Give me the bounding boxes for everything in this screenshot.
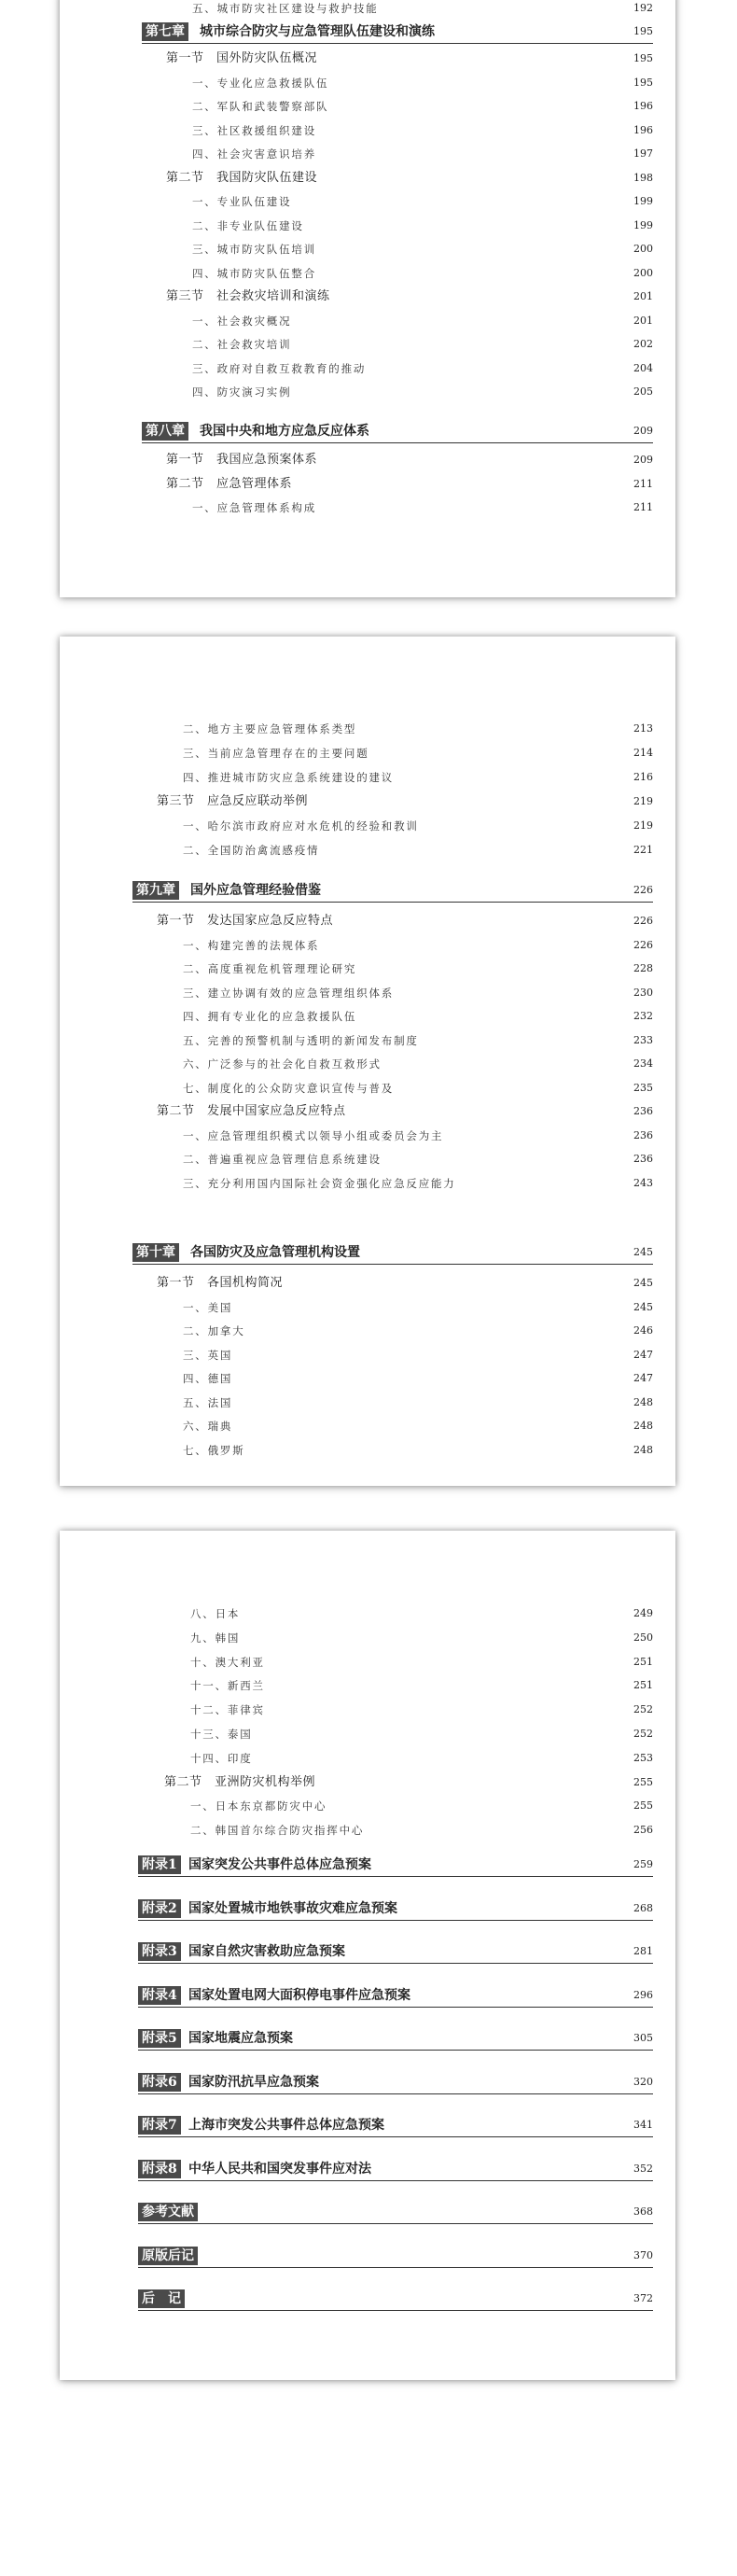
toc-entry[interactable] bbox=[192, 193, 653, 210]
entry-page: 213 bbox=[633, 722, 653, 735]
toc-section[interactable] bbox=[166, 288, 653, 305]
chapter-badge: 第八章 bbox=[142, 422, 188, 441]
entry-page: 199 bbox=[633, 195, 653, 207]
entry-title: 第三节 社会救灾培训和演练 bbox=[166, 289, 330, 303]
entry-title: 三、城市防灾队伍培训 bbox=[192, 243, 316, 256]
entry-page: 201 bbox=[633, 290, 653, 302]
toc-section[interactable] bbox=[164, 1774, 653, 1791]
entry-title: 五、完善的预警机制与透明的新闻发布制度 bbox=[183, 1033, 419, 1047]
entry-page: 247 bbox=[633, 1348, 653, 1361]
entry-title: 二、高度重视危机管理理论研究 bbox=[183, 962, 357, 975]
entry-title: 十一、新西兰 bbox=[190, 1679, 265, 1693]
entry-title: 二、韩国首尔综合防灾指挥中心 bbox=[190, 1824, 365, 1838]
toc-entry[interactable] bbox=[192, 217, 653, 234]
toc-entry[interactable] bbox=[183, 1394, 653, 1411]
entry-title: 第一节 国外防灾队伍概况 bbox=[166, 51, 318, 65]
entry-title: 二、全国防治禽流感疫情 bbox=[183, 844, 320, 857]
entry-page: 236 bbox=[633, 1105, 653, 1117]
appendix-heading[interactable] bbox=[138, 1899, 653, 1921]
entry-page: 197 bbox=[633, 147, 653, 160]
toc-section[interactable] bbox=[166, 50, 653, 67]
toc-entry[interactable] bbox=[183, 769, 653, 786]
chapter-title: 城市综合防灾与应急管理队伍建设和演练 bbox=[200, 24, 435, 39]
entry-page: 256 bbox=[633, 1824, 653, 1837]
entry-title: 三、当前应急管理存在的主要问题 bbox=[183, 747, 369, 760]
entry-page: 204 bbox=[633, 361, 653, 374]
entry-title: 二、非专业队伍建设 bbox=[192, 218, 304, 232]
toc-entry[interactable] bbox=[192, 360, 653, 377]
appendix-heading[interactable] bbox=[138, 2029, 653, 2051]
backmatter-page: 370 bbox=[633, 2248, 653, 2261]
entry-page: 209 bbox=[633, 454, 653, 466]
entry-title: 第一节 发达国家应急反应特点 bbox=[157, 914, 334, 928]
entry-page: 200 bbox=[633, 266, 653, 279]
entry-title: 一、哈尔滨市政府应对水危机的经验和教训 bbox=[183, 819, 419, 833]
entry-title: 三、政府对自救互救教育的推动 bbox=[192, 361, 367, 375]
entry-page: 221 bbox=[633, 844, 653, 856]
entry-page: 226 bbox=[633, 938, 653, 951]
backmatter-badge: 参考文献 bbox=[138, 2203, 198, 2221]
appendix-badge: 附录8 bbox=[138, 2160, 181, 2178]
toc-entry[interactable] bbox=[183, 745, 653, 762]
entry-page: 248 bbox=[633, 1443, 653, 1456]
entry-title: 三、建立协调有效的应急管理组织体系 bbox=[183, 986, 395, 1000]
toc-entry[interactable] bbox=[183, 937, 653, 954]
entry-page: 230 bbox=[633, 986, 653, 999]
appendix-page: 305 bbox=[633, 2032, 653, 2044]
chapter-7-heading[interactable] bbox=[142, 22, 653, 44]
appendix-badge: 附录4 bbox=[138, 1986, 181, 2005]
entry-page: 249 bbox=[633, 1607, 653, 1619]
appendix-page: 320 bbox=[633, 2075, 653, 2088]
entry-page: 211 bbox=[633, 501, 653, 513]
entry-title: 三、充分利用国内国际社会资金强化应急反应能力 bbox=[183, 1176, 456, 1190]
entry-page: 200 bbox=[633, 243, 653, 255]
toc-entry[interactable] bbox=[192, 499, 653, 516]
backmatter-badge: 原版后记 bbox=[138, 2247, 198, 2265]
entry-page: 248 bbox=[633, 1420, 653, 1432]
toc-section[interactable] bbox=[157, 1103, 653, 1120]
appendix-heading[interactable] bbox=[138, 1855, 653, 1877]
toc-entry[interactable] bbox=[183, 1056, 653, 1072]
appendix-title: 上海市突发公共事件总体应急预案 bbox=[188, 2118, 384, 2133]
entry-page: 196 bbox=[633, 100, 653, 112]
toc-entry[interactable] bbox=[190, 1726, 653, 1743]
toc-entry[interactable] bbox=[183, 842, 653, 859]
toc-entry[interactable] bbox=[183, 1347, 653, 1364]
appendix-heading[interactable] bbox=[138, 2073, 653, 2094]
entry-page: 196 bbox=[633, 123, 653, 136]
entry-title: 第三节 应急反应联动举例 bbox=[157, 794, 309, 808]
appendix-badge: 附录6 bbox=[138, 2073, 181, 2092]
toc-page-1 bbox=[60, 0, 675, 597]
entry-page: 228 bbox=[633, 962, 653, 974]
chapter-badge: 第十章 bbox=[132, 1243, 179, 1262]
appendix-title: 国家地震应急预案 bbox=[188, 2031, 293, 2046]
appendix-page: 341 bbox=[633, 2119, 653, 2131]
entry-title: 五、城市防灾社区建设与救护技能 bbox=[192, 2, 379, 15]
entry-page: 251 bbox=[633, 1679, 653, 1692]
entry-title: 十三、泰国 bbox=[190, 1728, 253, 1741]
entry-page: 198 bbox=[633, 171, 653, 184]
toc-entry[interactable] bbox=[190, 1654, 653, 1671]
appendix-title: 中华人民共和国突发事件应对法 bbox=[188, 2161, 371, 2177]
entry-title: 第二节 我国防灾队伍建设 bbox=[166, 170, 318, 185]
chapter-page: 245 bbox=[633, 1246, 653, 1258]
appendix-badge: 附录5 bbox=[138, 2029, 181, 2048]
entry-page: 205 bbox=[633, 385, 653, 398]
entry-title: 二、地方主要应急管理体系类型 bbox=[183, 722, 357, 735]
entry-page: 236 bbox=[633, 1128, 653, 1141]
entry-title: 一、日本东京都防灾中心 bbox=[190, 1799, 327, 1813]
entry-title: 二、加拿大 bbox=[183, 1324, 245, 1337]
toc-entry[interactable] bbox=[183, 818, 653, 834]
chapter-10-heading[interactable] bbox=[132, 1243, 653, 1265]
entry-page: 236 bbox=[633, 1153, 653, 1165]
entry-title: 一、应急管理组织模式以领导小组或委员会为主 bbox=[183, 1128, 444, 1142]
appendix-title: 国家自然灾害救助应急预案 bbox=[188, 1944, 345, 1959]
entry-page: 195 bbox=[633, 76, 653, 89]
entry-page: 245 bbox=[633, 1300, 653, 1313]
entry-title: 八、日本 bbox=[190, 1607, 241, 1620]
entry-title: 二、社会救灾培训 bbox=[192, 338, 292, 351]
chapter-badge: 第七章 bbox=[142, 22, 188, 41]
entry-title: 五、法国 bbox=[183, 1395, 233, 1409]
entry-page: 246 bbox=[633, 1324, 653, 1337]
toc-entry[interactable] bbox=[190, 1750, 653, 1767]
toc-entry[interactable] bbox=[183, 1299, 653, 1316]
toc-section[interactable] bbox=[166, 452, 653, 469]
entry-title: 一、应急管理体系构成 bbox=[192, 501, 316, 514]
entry-title: 九、韩国 bbox=[190, 1631, 241, 1645]
entry-page: 233 bbox=[633, 1033, 653, 1046]
chapter-page: 195 bbox=[633, 25, 653, 37]
entry-title: 第二节 发展中国家应急反应特点 bbox=[157, 1104, 346, 1118]
entry-title: 第一节 各国机构简况 bbox=[157, 1276, 284, 1290]
entry-title: 四、拥有专业化的应急救援队伍 bbox=[183, 1010, 357, 1023]
toc-entry[interactable] bbox=[192, 313, 653, 329]
entry-title: 第二节 亚洲防灾机构举例 bbox=[164, 1774, 316, 1789]
entry-page: 253 bbox=[633, 1751, 653, 1764]
toc-entry[interactable] bbox=[183, 1151, 653, 1168]
toc-entry[interactable] bbox=[190, 1630, 653, 1646]
toc-entry[interactable] bbox=[190, 1677, 653, 1694]
entry-title: 六、广泛参与的社会化自救互救形式 bbox=[183, 1057, 382, 1071]
entry-page: 252 bbox=[633, 1728, 653, 1740]
appendix-badge: 附录7 bbox=[138, 2116, 181, 2135]
toc-entry[interactable] bbox=[192, 336, 653, 353]
appendix-title: 国家处置电网大面积停电事件应急预案 bbox=[188, 1987, 410, 2003]
toc-entry[interactable] bbox=[183, 1442, 653, 1459]
toc-page-2 bbox=[60, 637, 675, 1486]
backmatter-heading[interactable] bbox=[138, 2289, 653, 2311]
appendix-page: 268 bbox=[633, 1901, 653, 1914]
appendix-page: 296 bbox=[633, 1988, 653, 2001]
toc-entry[interactable] bbox=[190, 1605, 653, 1622]
backmatter-heading[interactable] bbox=[138, 2203, 653, 2224]
entry-title: 四、社会灾害意识培养 bbox=[192, 147, 316, 161]
appendix-badge: 附录2 bbox=[138, 1899, 181, 1918]
toc-entry[interactable] bbox=[192, 265, 653, 282]
toc-entry[interactable] bbox=[192, 241, 653, 258]
toc-entry[interactable] bbox=[192, 0, 653, 17]
toc-entry[interactable] bbox=[183, 1127, 653, 1144]
entry-page: 214 bbox=[633, 747, 653, 759]
entry-page: 234 bbox=[633, 1057, 653, 1070]
entry-title: 四、城市防灾队伍整合 bbox=[192, 266, 316, 280]
chapter-page: 209 bbox=[633, 425, 653, 437]
entry-page: 235 bbox=[633, 1081, 653, 1094]
toc-section[interactable] bbox=[157, 913, 653, 930]
appendix-page: 281 bbox=[633, 1945, 653, 1957]
toc-entry[interactable] bbox=[183, 1080, 653, 1097]
entry-title: 四、推进城市防灾应急系统建设的建议 bbox=[183, 771, 395, 784]
entry-title: 一、专业化应急救援队伍 bbox=[192, 76, 329, 90]
toc-entry[interactable] bbox=[192, 98, 653, 115]
toc-entry[interactable] bbox=[183, 1323, 653, 1339]
entry-title: 六、瑞典 bbox=[183, 1420, 233, 1433]
entry-title: 一、美国 bbox=[183, 1300, 233, 1314]
appendix-title: 国家突发公共事件总体应急预案 bbox=[188, 1857, 371, 1872]
toc-entry[interactable] bbox=[192, 384, 653, 400]
toc-entry[interactable] bbox=[183, 1418, 653, 1435]
toc-entry[interactable] bbox=[183, 1008, 653, 1025]
toc-entry[interactable] bbox=[183, 985, 653, 1001]
toc-entry[interactable] bbox=[183, 1032, 653, 1049]
entry-title: 十二、菲律宾 bbox=[190, 1703, 265, 1717]
entry-page: 248 bbox=[633, 1395, 653, 1408]
entry-page: 250 bbox=[633, 1631, 653, 1644]
entry-title: 三、英国 bbox=[183, 1348, 233, 1362]
appendix-title: 国家防汛抗旱应急预案 bbox=[188, 2074, 319, 2090]
chapter-title: 国外应急管理经验借鉴 bbox=[190, 883, 321, 898]
appendix-title: 国家处置城市地铁事故灾难应急预案 bbox=[188, 1900, 397, 1916]
toc-entry[interactable] bbox=[183, 1370, 653, 1387]
backmatter-page: 368 bbox=[633, 2205, 653, 2218]
backmatter-page: 372 bbox=[633, 2292, 653, 2304]
chapter-page: 226 bbox=[633, 884, 653, 896]
entry-title: 第一节 我国应急预案体系 bbox=[166, 453, 318, 467]
toc-entry[interactable] bbox=[190, 1822, 653, 1839]
chapter-title: 各国防灾及应急管理机构设置 bbox=[190, 1245, 360, 1260]
entry-title: 三、社区救援组织建设 bbox=[192, 123, 316, 137]
entry-page: 219 bbox=[633, 795, 653, 807]
entry-page: 202 bbox=[633, 338, 653, 350]
appendix-badge: 附录1 bbox=[138, 1855, 181, 1874]
toc-entry[interactable] bbox=[190, 1798, 653, 1814]
entry-page: 195 bbox=[633, 52, 653, 64]
entry-title: 四、德国 bbox=[183, 1372, 233, 1385]
entry-title: 一、社会救灾概况 bbox=[192, 314, 292, 328]
entry-page: 245 bbox=[633, 1277, 653, 1289]
entry-page: 243 bbox=[633, 1176, 653, 1189]
entry-title: 第二节 应急管理体系 bbox=[166, 476, 293, 491]
entry-page: 255 bbox=[633, 1775, 653, 1788]
chapter-9-heading[interactable] bbox=[132, 881, 653, 903]
toc-page-3 bbox=[60, 1531, 675, 2380]
entry-page: 219 bbox=[633, 819, 653, 832]
entry-title: 十四、印度 bbox=[190, 1751, 253, 1765]
entry-title: 十、澳大利亚 bbox=[190, 1655, 265, 1669]
appendix-badge: 附录3 bbox=[138, 1942, 181, 1961]
chapter-title: 我国中央和地方应急反应体系 bbox=[200, 424, 369, 439]
entry-page: 252 bbox=[633, 1703, 653, 1716]
entry-page: 226 bbox=[633, 915, 653, 927]
entry-page: 201 bbox=[633, 314, 653, 327]
entry-page: 251 bbox=[633, 1655, 653, 1668]
entry-title: 一、专业队伍建设 bbox=[192, 195, 292, 208]
entry-page: 255 bbox=[633, 1799, 653, 1813]
entry-page: 247 bbox=[633, 1372, 653, 1384]
appendix-page: 259 bbox=[633, 1858, 653, 1870]
entry-title: 四、防灾演习实例 bbox=[192, 385, 292, 399]
appendix-heading[interactable] bbox=[138, 1986, 653, 2008]
entry-page: 216 bbox=[633, 771, 653, 783]
chapter-8-heading[interactable] bbox=[142, 422, 653, 443]
toc-entry[interactable] bbox=[192, 146, 653, 162]
toc-entry[interactable] bbox=[183, 721, 653, 737]
toc-section[interactable] bbox=[166, 476, 653, 493]
appendix-page: 352 bbox=[633, 2162, 653, 2175]
toc-section[interactable] bbox=[157, 793, 653, 810]
appendix-heading[interactable] bbox=[138, 2160, 653, 2181]
toc-entry[interactable] bbox=[183, 960, 653, 977]
toc-section[interactable] bbox=[166, 170, 653, 187]
toc-entry[interactable] bbox=[192, 122, 653, 139]
chapter-badge: 第九章 bbox=[132, 881, 179, 900]
entry-page: 192 bbox=[633, 2, 653, 14]
appendix-heading[interactable] bbox=[138, 1942, 653, 1964]
toc-entry[interactable] bbox=[192, 75, 653, 91]
entry-page: 211 bbox=[633, 477, 653, 490]
entry-title: 二、普遍重视应急管理信息系统建设 bbox=[183, 1153, 382, 1166]
entry-title: 七、制度化的公众防灾意识宣传与普及 bbox=[183, 1081, 395, 1095]
entry-title: 二、军队和武装警察部队 bbox=[192, 100, 329, 113]
backmatter-heading[interactable] bbox=[138, 2247, 653, 2268]
toc-entry[interactable] bbox=[190, 1701, 653, 1718]
backmatter-badge: 后 记 bbox=[138, 2289, 185, 2308]
entry-title: 一、构建完善的法规体系 bbox=[183, 938, 320, 952]
entry-page: 232 bbox=[633, 1010, 653, 1022]
appendix-heading[interactable] bbox=[138, 2116, 653, 2137]
toc-section[interactable] bbox=[157, 1275, 653, 1292]
entry-page: 199 bbox=[633, 218, 653, 231]
entry-title: 七、俄罗斯 bbox=[183, 1443, 245, 1457]
toc-entry[interactable] bbox=[183, 1175, 653, 1192]
